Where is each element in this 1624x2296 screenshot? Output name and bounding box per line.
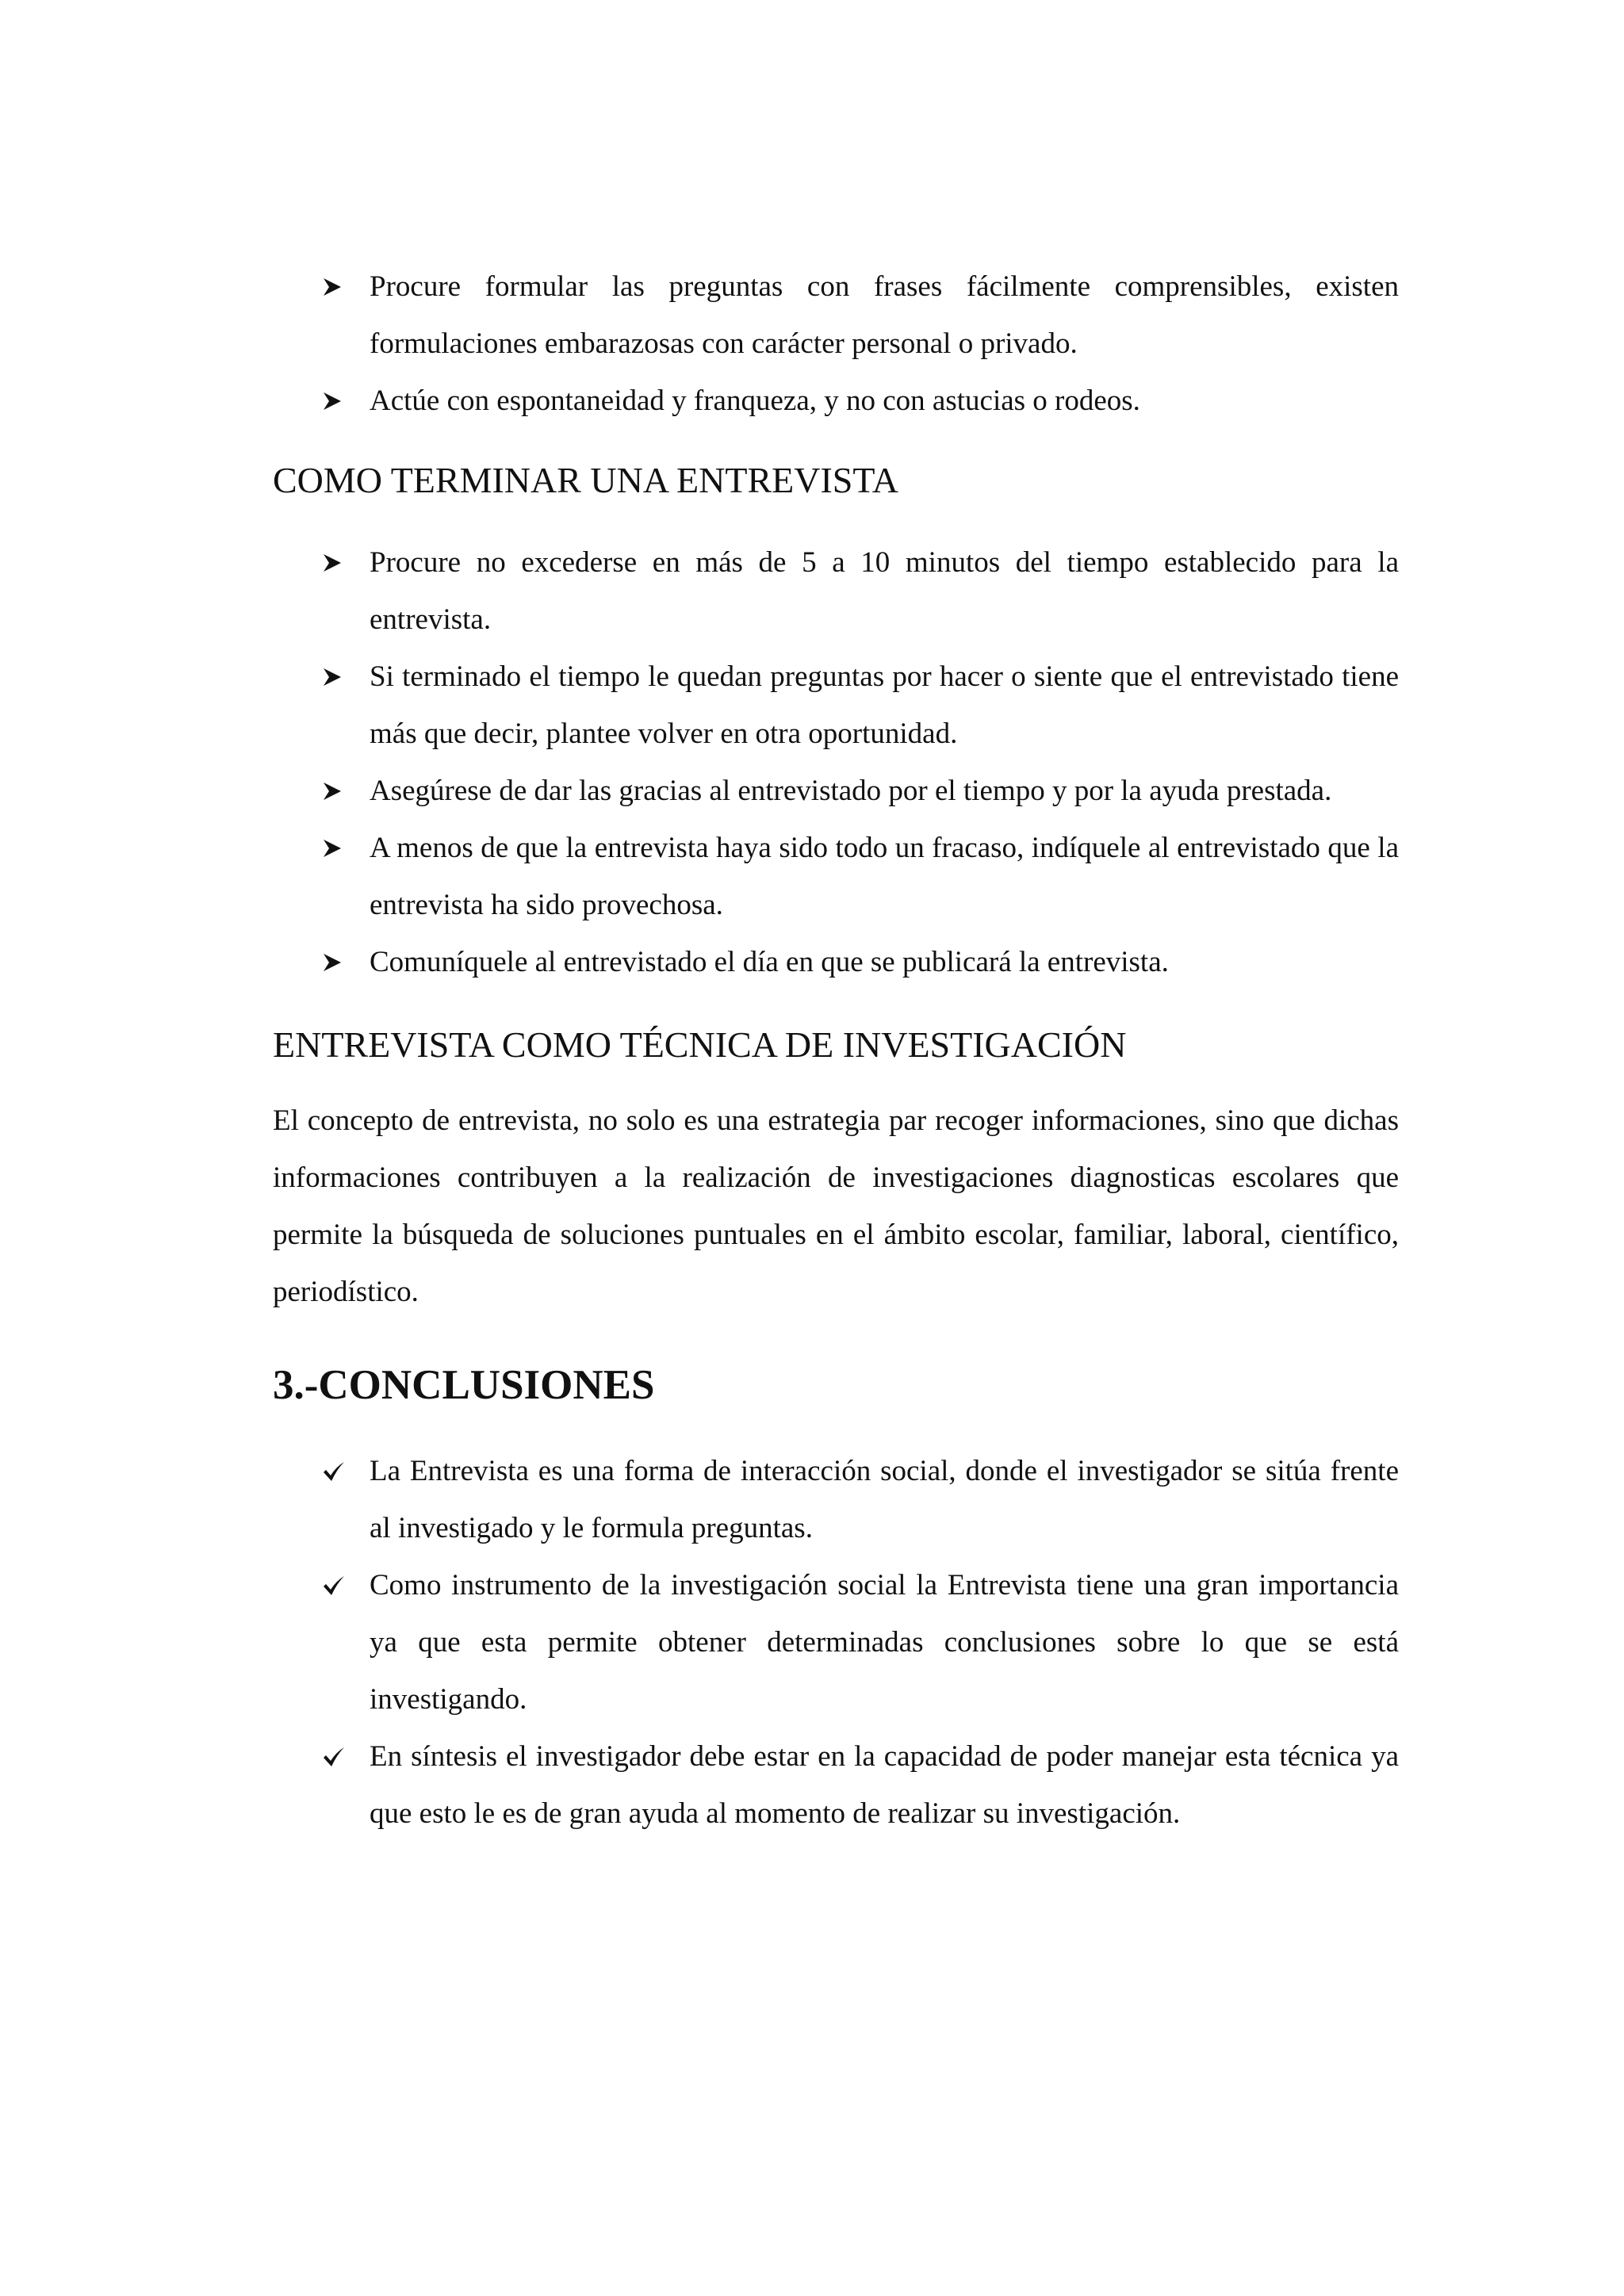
arrowhead-bullet-icon <box>322 763 354 820</box>
list-item <box>273 373 1399 430</box>
list-item <box>273 649 1399 763</box>
list-item <box>273 1443 1399 1557</box>
arrowhead-bullet-icon <box>322 934 354 991</box>
list-item <box>273 934 1399 991</box>
checkmark-bullet-icon <box>322 1443 354 1500</box>
conclusiones-heading: 3.-CONCLUSIONES <box>273 1362 655 1408</box>
list-item <box>273 534 1399 649</box>
list-item <box>273 820 1399 934</box>
arrowhead-bullet-icon <box>322 534 354 591</box>
arrowhead-bullet-icon <box>322 373 354 430</box>
list-item-text: Procure formular las preguntas con frases fácilmente comprensibles, existen formulaciones embarazosas con carácter personal o privado. <box>370 270 1399 360</box>
interview-tips-list <box>273 258 1399 430</box>
list-item-text: Procure no excederse en más de 5 a 10 minutos del tiempo establecido para la entrevista. <box>370 546 1399 636</box>
list-item <box>273 258 1399 373</box>
list-item-text: Como instrumento de la investigación social la Entrevista tiene una gran importancia ya que esta permite obtener determinadas conclusiones sobre lo que se está investigando. <box>370 1569 1399 1716</box>
arrowhead-bullet-icon <box>322 820 354 877</box>
page-content <box>273 258 1399 1843</box>
ending-interview-list <box>273 534 1399 991</box>
arrowhead-bullet-icon <box>322 258 354 316</box>
list-item-text: Comuníquele al entrevistado el día en que se publicará la entrevista. <box>370 946 1169 978</box>
section-heading-tecnica: ENTREVISTA COMO TÉCNICA DE INVESTIGACIÓN <box>273 1024 1127 1065</box>
list-item <box>273 763 1399 820</box>
checkmark-bullet-icon <box>322 1728 354 1785</box>
arrowhead-bullet-icon <box>322 649 354 706</box>
list-item-text: La Entrevista es una forma de interacción social, donde el investigador se sitúa frente al investigado y le formula preguntas. <box>370 1455 1399 1544</box>
list-item-text: Actúe con espontaneidad y franqueza, y no con astucias o rodeos. <box>370 385 1140 417</box>
section-heading-terminar: COMO TERMINAR UNA ENTREVISTA <box>273 460 898 500</box>
list-item-text: Si terminado el tiempo le quedan preguntas por hacer o siente que el entrevistado tiene más que decir, plantee volver en otra oportunidad. <box>370 660 1399 750</box>
list-item <box>273 1557 1399 1728</box>
tecnica-paragraph: El concepto de entrevista, no solo es una estrategia par recoger informaciones, sino que dichas informaciones contribuyen a la realización de investigaciones diagnosticas escolares que permite la búsqueda de soluciones puntuales en el ámbito escolar, familiar, laboral, científico, periodístico. <box>273 1104 1399 1308</box>
list-item-text: A menos de que la entrevista haya sido todo un fracaso, indíquele al entrevistado que la entrevista ha sido provechosa. <box>370 832 1399 921</box>
list-item-text: En síntesis el investigador debe estar en la capacidad de poder manejar esta técnica ya que esto le es de gran ayuda al momento de realizar su investigación. <box>370 1740 1399 1830</box>
list-item <box>273 1728 1399 1843</box>
list-item-text: Asegúrese de dar las gracias al entrevistado por el tiempo y por la ayuda prestada. <box>370 775 1332 807</box>
checkmark-bullet-icon <box>322 1557 354 1614</box>
conclusiones-list <box>273 1443 1399 1843</box>
